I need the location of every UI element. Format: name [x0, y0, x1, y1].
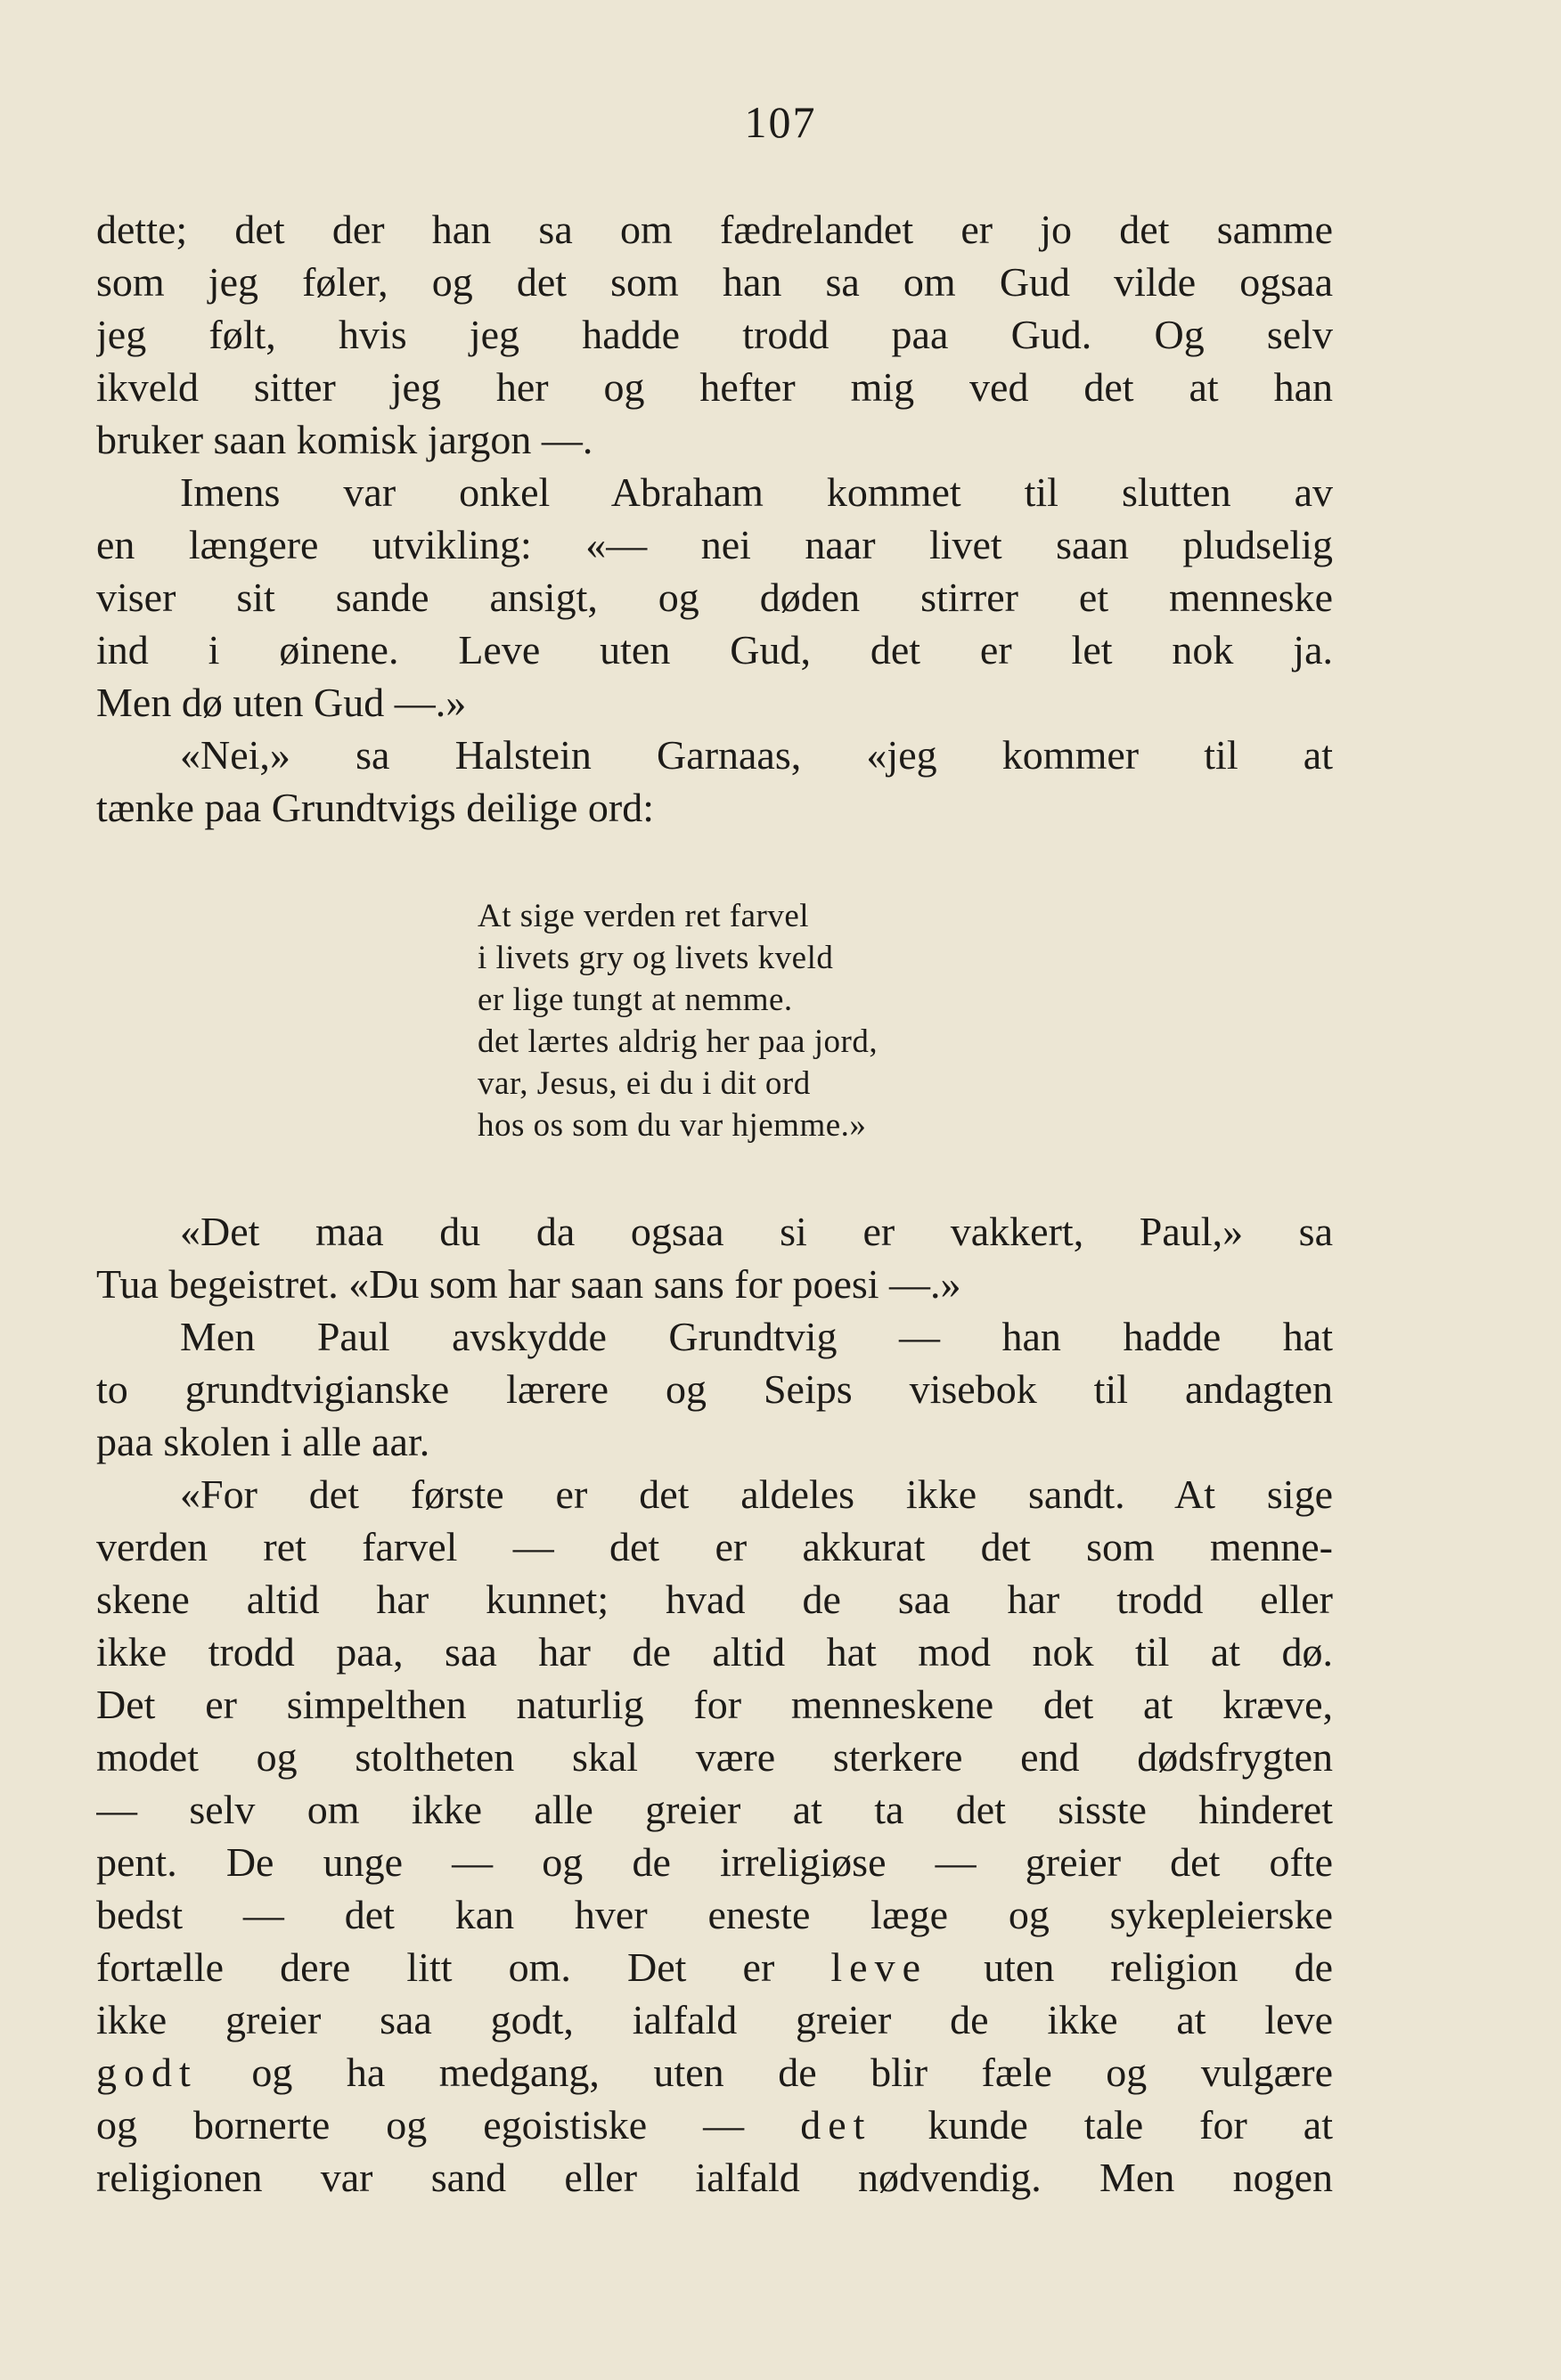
poem-line: At sige verden ret farvel	[478, 898, 810, 934]
text-line: som jeg føler, og det som han sa om Gud vilde ogsaa	[96, 259, 1333, 305]
text-line: «Nei,» sa Halstein Garnaas, «jeg kommer til at	[180, 732, 1333, 778]
text-line: jeg følt, hvis jeg hadde trodd paa Gud. Og selv	[96, 312, 1333, 357]
text-segment: uten religion de	[984, 1944, 1333, 1990]
body-text-top	[96, 203, 1333, 834]
text-line: Tua begeistret. «Du som har saan sans for poesi —.»	[96, 1261, 961, 1307]
text-line: Imens var onkel Abraham kommet til slutten av	[180, 469, 1333, 515]
text-line	[96, 1941, 1333, 1993]
poem-line: det lærtes aldrig her paa jord,	[478, 1023, 879, 1060]
text-segment: og bornerte og egoistiske —	[96, 2102, 745, 2148]
body-text-bottom	[96, 1205, 1333, 2204]
text-line: verden ret farvel — det er akkurat det som menne-	[96, 1524, 1333, 1569]
text-line: ikke greier saa godt, ialfald greier de ikke at leve	[96, 1997, 1333, 2042]
emphasis-spaced: godt	[96, 2050, 198, 2095]
text-segment: kunde tale for at	[928, 2102, 1333, 2148]
text-line: skene altid har kunnet; hvad de saa har trodd eller	[96, 1577, 1333, 1622]
text-line: — selv om ikke alle greier at ta det sisste hinderet	[96, 1787, 1333, 1832]
text-segment: og ha medgang, uten de blir fæle og vulgære	[251, 2050, 1333, 2095]
text-line: tænke paa Grundtvigs deilige ord:	[96, 785, 654, 830]
text-line: viser sit sande ansigt, og døden stirrer et menneske	[96, 575, 1333, 620]
page-number: 107	[744, 97, 817, 147]
text-line: bruker saan komisk jargon —.	[96, 417, 593, 462]
text-line: «For det første er det aldeles ikke sandt. At sige	[180, 1471, 1333, 1517]
text-line: dette; det der han sa om fædrelandet er jo det samme	[96, 207, 1333, 252]
poem-line: er lige tungt at nemme.	[478, 982, 793, 1018]
emphasis-spaced: det	[800, 2102, 872, 2148]
poem-line: var, Jesus, ei du i dit ord	[478, 1065, 811, 1102]
text-line: ind i øinene. Leve uten Gud, det er let nok ja.	[96, 627, 1333, 672]
text-line: Det er simpelthen naturlig for menneskene det at kræve,	[96, 1682, 1333, 1727]
text-line: en længere utvikling: «— nei naar livet saan pludselig	[96, 522, 1333, 567]
text-line: modet og stoltheten skal være sterkere end dødsfrygten	[96, 1734, 1333, 1780]
text-line: Men Paul avskydde Grundtvig — han hadde hat	[180, 1314, 1333, 1359]
text-line: pent. De unge — og de irreligiøse — greier det ofte	[96, 1839, 1333, 1885]
text-line: «Det maa du da ogsaa si er vakkert, Paul,» sa	[180, 1209, 1333, 1254]
text-line: to grundtvigianske lærere og Seips visebok til andagten	[96, 1366, 1333, 1412]
text-segment: fortælle dere litt om. Det er	[96, 1944, 775, 1990]
poem-line: i livets gry og livets kveld	[478, 940, 834, 976]
text-line	[96, 2099, 1333, 2151]
text-line: Men dø uten Gud —.»	[96, 680, 467, 725]
emphasis-spaced: leve	[830, 1944, 928, 1990]
text-line: religionen var sand eller ialfald nødvendig. Men nogen	[96, 2155, 1333, 2200]
text-line: ikveld sitter jeg her og hefter mig ved det at han	[96, 364, 1333, 410]
text-line	[96, 2046, 1333, 2099]
text-line: ikke trodd paa, saa har de altid hat mod nok til at dø.	[96, 1629, 1333, 1675]
text-line: paa skolen i alle aar.	[96, 1419, 430, 1464]
poem-quote	[478, 895, 878, 1146]
text-line: bedst — det kan hver eneste læge og sykepleierske	[96, 1892, 1333, 1937]
poem-line: hos os som du var hjemme.»	[478, 1107, 867, 1144]
